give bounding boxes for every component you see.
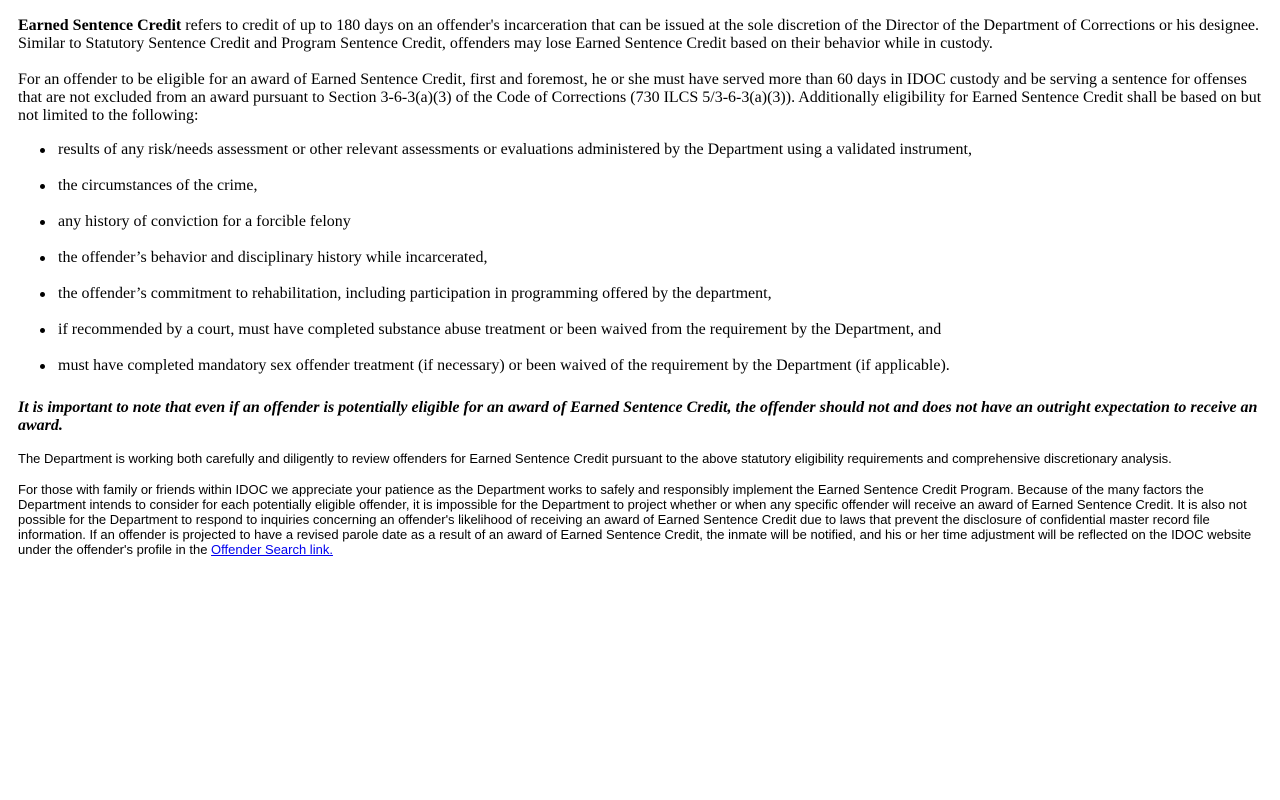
list-item-text: the offender’s commitment to rehabilitation, including participation in programming offered by the department,	[58, 285, 772, 302]
list-item	[58, 321, 1262, 339]
important-note: It is important to note that even if an offender is potentially eligible for an award of Earned Sentence Credit, the offender should not and does not have an outright expectation to receive an award.	[18, 399, 1258, 434]
list-item	[58, 249, 1262, 267]
bullet-icon	[40, 364, 45, 369]
intro-term: Earned Sentence Credit	[18, 17, 182, 34]
bullet-icon	[40, 292, 45, 297]
bullet-icon	[40, 220, 45, 225]
bullet-icon	[40, 328, 45, 333]
department-statement: The Department is working both carefully and diligently to review offenders for Earned Sentence Credit pursuant to the above statutory eligibility requirements and comprehensive discretionary analysis.	[18, 451, 1172, 466]
list-item	[58, 177, 1262, 195]
list-item	[58, 213, 1262, 231]
list-item	[58, 357, 1262, 375]
list-item-text: any history of conviction for a forcible felony	[58, 213, 351, 230]
eligibility-criteria-list	[18, 141, 1262, 375]
bullet-icon	[40, 256, 45, 261]
family-info-paragraph	[18, 482, 1262, 557]
eligibility-paragraph: For an offender to be eligible for an award of Earned Sentence Credit, first and foremost, he or she must have served more than 60 days in IDOC custody and be serving a sentence for offenses that are not excluded from an award pursuant to Section 3-6-3(a)(3) of the Code of Corrections (730 ILCS 5/3-6-3(a)(3)). Additionally eligibility for Earned Sentence Credit shall be based on but not limited to the following:	[18, 71, 1262, 124]
bullet-icon	[40, 184, 45, 189]
list-item	[58, 141, 1262, 159]
list-item-text: must have completed mandatory sex offender treatment (if necessary) or been waived of the requirement by the Department (if applicable).	[58, 357, 950, 374]
offender-search-link[interactable]: Offender Search link.	[211, 542, 333, 557]
list-item-text: the offender’s behavior and disciplinary history while incarcerated,	[58, 249, 488, 266]
list-item-text: the circumstances of the crime,	[58, 177, 258, 194]
bullet-icon	[40, 148, 45, 153]
list-item-text: if recommended by a court, must have completed substance abuse treatment or been waived from the requirement by the Department, and	[58, 321, 942, 338]
family-info-text: For those with family or friends within IDOC we appreciate your patience as the Department works to safely and responsibly implement the Earned Sentence Credit Program. Because of the many factors the Department intends to consider for each potentially eligible offender, it is impossible for the Department to project whether or when any specific offender will receive an award of Earned Sentence Credit. It is also not possible for the Department to respond to inquiries concerning an offender's likelihood of receiving an award of Earned Sentence Credit due to laws that prevent the disclosure of confidential master record file information. If an offender is projected to have a revised parole date as a result of an award of Earned Sentence Credit, the inmate will be notified, and his or her time adjustment will be reflected on the IDOC website under the offender's profile in the	[18, 482, 1252, 557]
list-item	[58, 285, 1262, 303]
intro-paragraph	[18, 17, 1262, 53]
intro-text: refers to credit of up to 180 days on an offender's incarceration that can be issued at the sole discretion of the Director of the Department of Corrections or his designee. Similar to Statutory Sentence Credit and Program Sentence Credit, offenders may lose Earned Sentence Credit based on their behavior while in custody.	[18, 17, 1260, 52]
list-item-text: results of any risk/needs assessment or other relevant assessments or evaluations administered by the Department using a validated instrument,	[58, 141, 972, 158]
